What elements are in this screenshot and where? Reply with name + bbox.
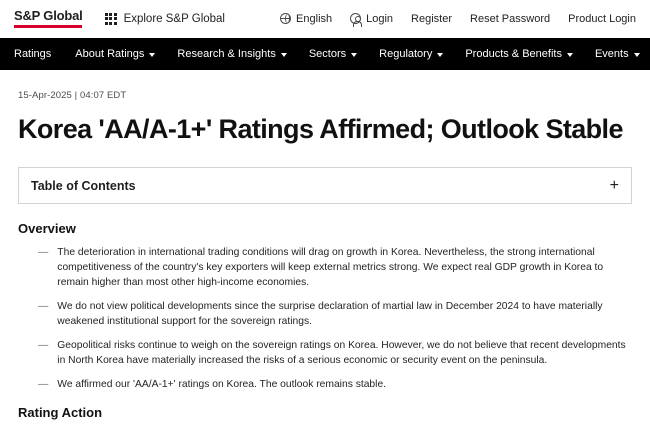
list-item <box>38 378 632 393</box>
chevron-down-icon <box>437 53 443 57</box>
list-item-text: We affirmed our 'AA/A-1+' ratings on Korea. The outlook remains stable. <box>57 378 387 390</box>
chevron-down-icon <box>149 53 155 57</box>
chevron-down-icon <box>351 53 357 57</box>
table-of-contents-label: Table of Contents <box>31 178 136 193</box>
nav-item-regulatory-label: Regulatory <box>379 48 433 60</box>
login-link[interactable] <box>350 13 393 25</box>
nav-item-events-label: Events <box>594 48 629 60</box>
globe-icon <box>280 13 291 24</box>
sp-global-logo[interactable] <box>14 9 83 28</box>
dash-bullet-icon: — <box>38 300 49 312</box>
list-item <box>38 300 632 330</box>
reset-password-link[interactable] <box>470 13 550 25</box>
chevron-down-icon <box>567 53 573 57</box>
list-item <box>38 339 632 369</box>
rating-action-heading: Rating Action <box>18 405 103 421</box>
list-item-text: Geopolitical risks continue to weigh on the sovereign ratings on Korea. However, we do not believe that recent developments in North Korea have materially increased the risks of a serious economic or security event on the peninsula. <box>57 339 626 366</box>
article-timestamp: 15-Apr-2025 | 04:07 EDT <box>18 90 127 101</box>
list-item-text: We do not view political developments since the surprise declaration of martial law in December 2024 to have materially weakened institutional support for the sovereign ratings. <box>57 300 603 327</box>
page-title: Korea 'AA/A-1+' Ratings Affirmed; Outlook Stable <box>18 114 623 144</box>
nav-item-about-ratings[interactable] <box>75 48 155 60</box>
nav-item-products-benefits[interactable] <box>465 48 573 60</box>
brand-name: S&P Global <box>14 8 83 24</box>
explore-label: Explore S&P Global <box>123 12 225 25</box>
nav-item-ratings[interactable] <box>14 48 51 60</box>
nav-item-about-ratings-label: About Ratings <box>75 48 145 60</box>
nav-item-research-insights-label: Research & Insights <box>177 48 276 60</box>
language-selector[interactable] <box>280 13 332 25</box>
dash-bullet-icon: — <box>38 247 49 259</box>
top-right-links <box>280 13 636 25</box>
list-item-text: The deterioration in international trading conditions will drag on growth in Korea. Nevertheless, the strong international competitiveness of the country's key exporters will keep external metrics strong. We expect real GDP growth in Korea to remain higher than most other high-income economies. <box>57 247 604 288</box>
register-link[interactable] <box>411 13 452 25</box>
dash-bullet-icon: — <box>38 378 49 390</box>
language-label: English <box>296 12 333 25</box>
table-of-contents-accordion[interactable] <box>18 167 632 204</box>
nav-item-regulatory[interactable] <box>379 48 443 60</box>
chevron-down-icon <box>634 53 640 57</box>
nav-item-sectors-label: Sectors <box>308 48 347 60</box>
main-navigation-bar <box>0 38 650 70</box>
explore-sp-global-button[interactable] <box>105 13 225 25</box>
grid-icon <box>105 13 117 25</box>
list-item <box>38 246 632 291</box>
overview-bullet-list <box>18 246 632 392</box>
brand-red-rule <box>14 25 82 28</box>
chevron-down-icon <box>281 53 287 57</box>
expand-plus-icon[interactable]: + <box>609 176 619 194</box>
dash-bullet-icon: — <box>38 339 49 351</box>
login-label: Login <box>366 12 394 25</box>
reset-password-label: Reset Password <box>470 12 551 25</box>
product-login-label: Product Login <box>568 12 636 25</box>
article-body <box>0 90 650 420</box>
nav-item-research-insights[interactable] <box>177 48 286 60</box>
nav-item-sectors[interactable] <box>309 48 357 60</box>
nav-item-ratings-label: Ratings <box>14 48 52 60</box>
nav-item-products-benefits-label: Products & Benefits <box>465 48 562 60</box>
overview-heading: Overview <box>18 221 76 237</box>
nav-item-events[interactable] <box>595 48 640 60</box>
user-icon <box>350 13 361 24</box>
product-login-link[interactable] <box>568 13 636 25</box>
top-utility-bar <box>0 0 650 38</box>
register-label: Register <box>411 12 453 25</box>
